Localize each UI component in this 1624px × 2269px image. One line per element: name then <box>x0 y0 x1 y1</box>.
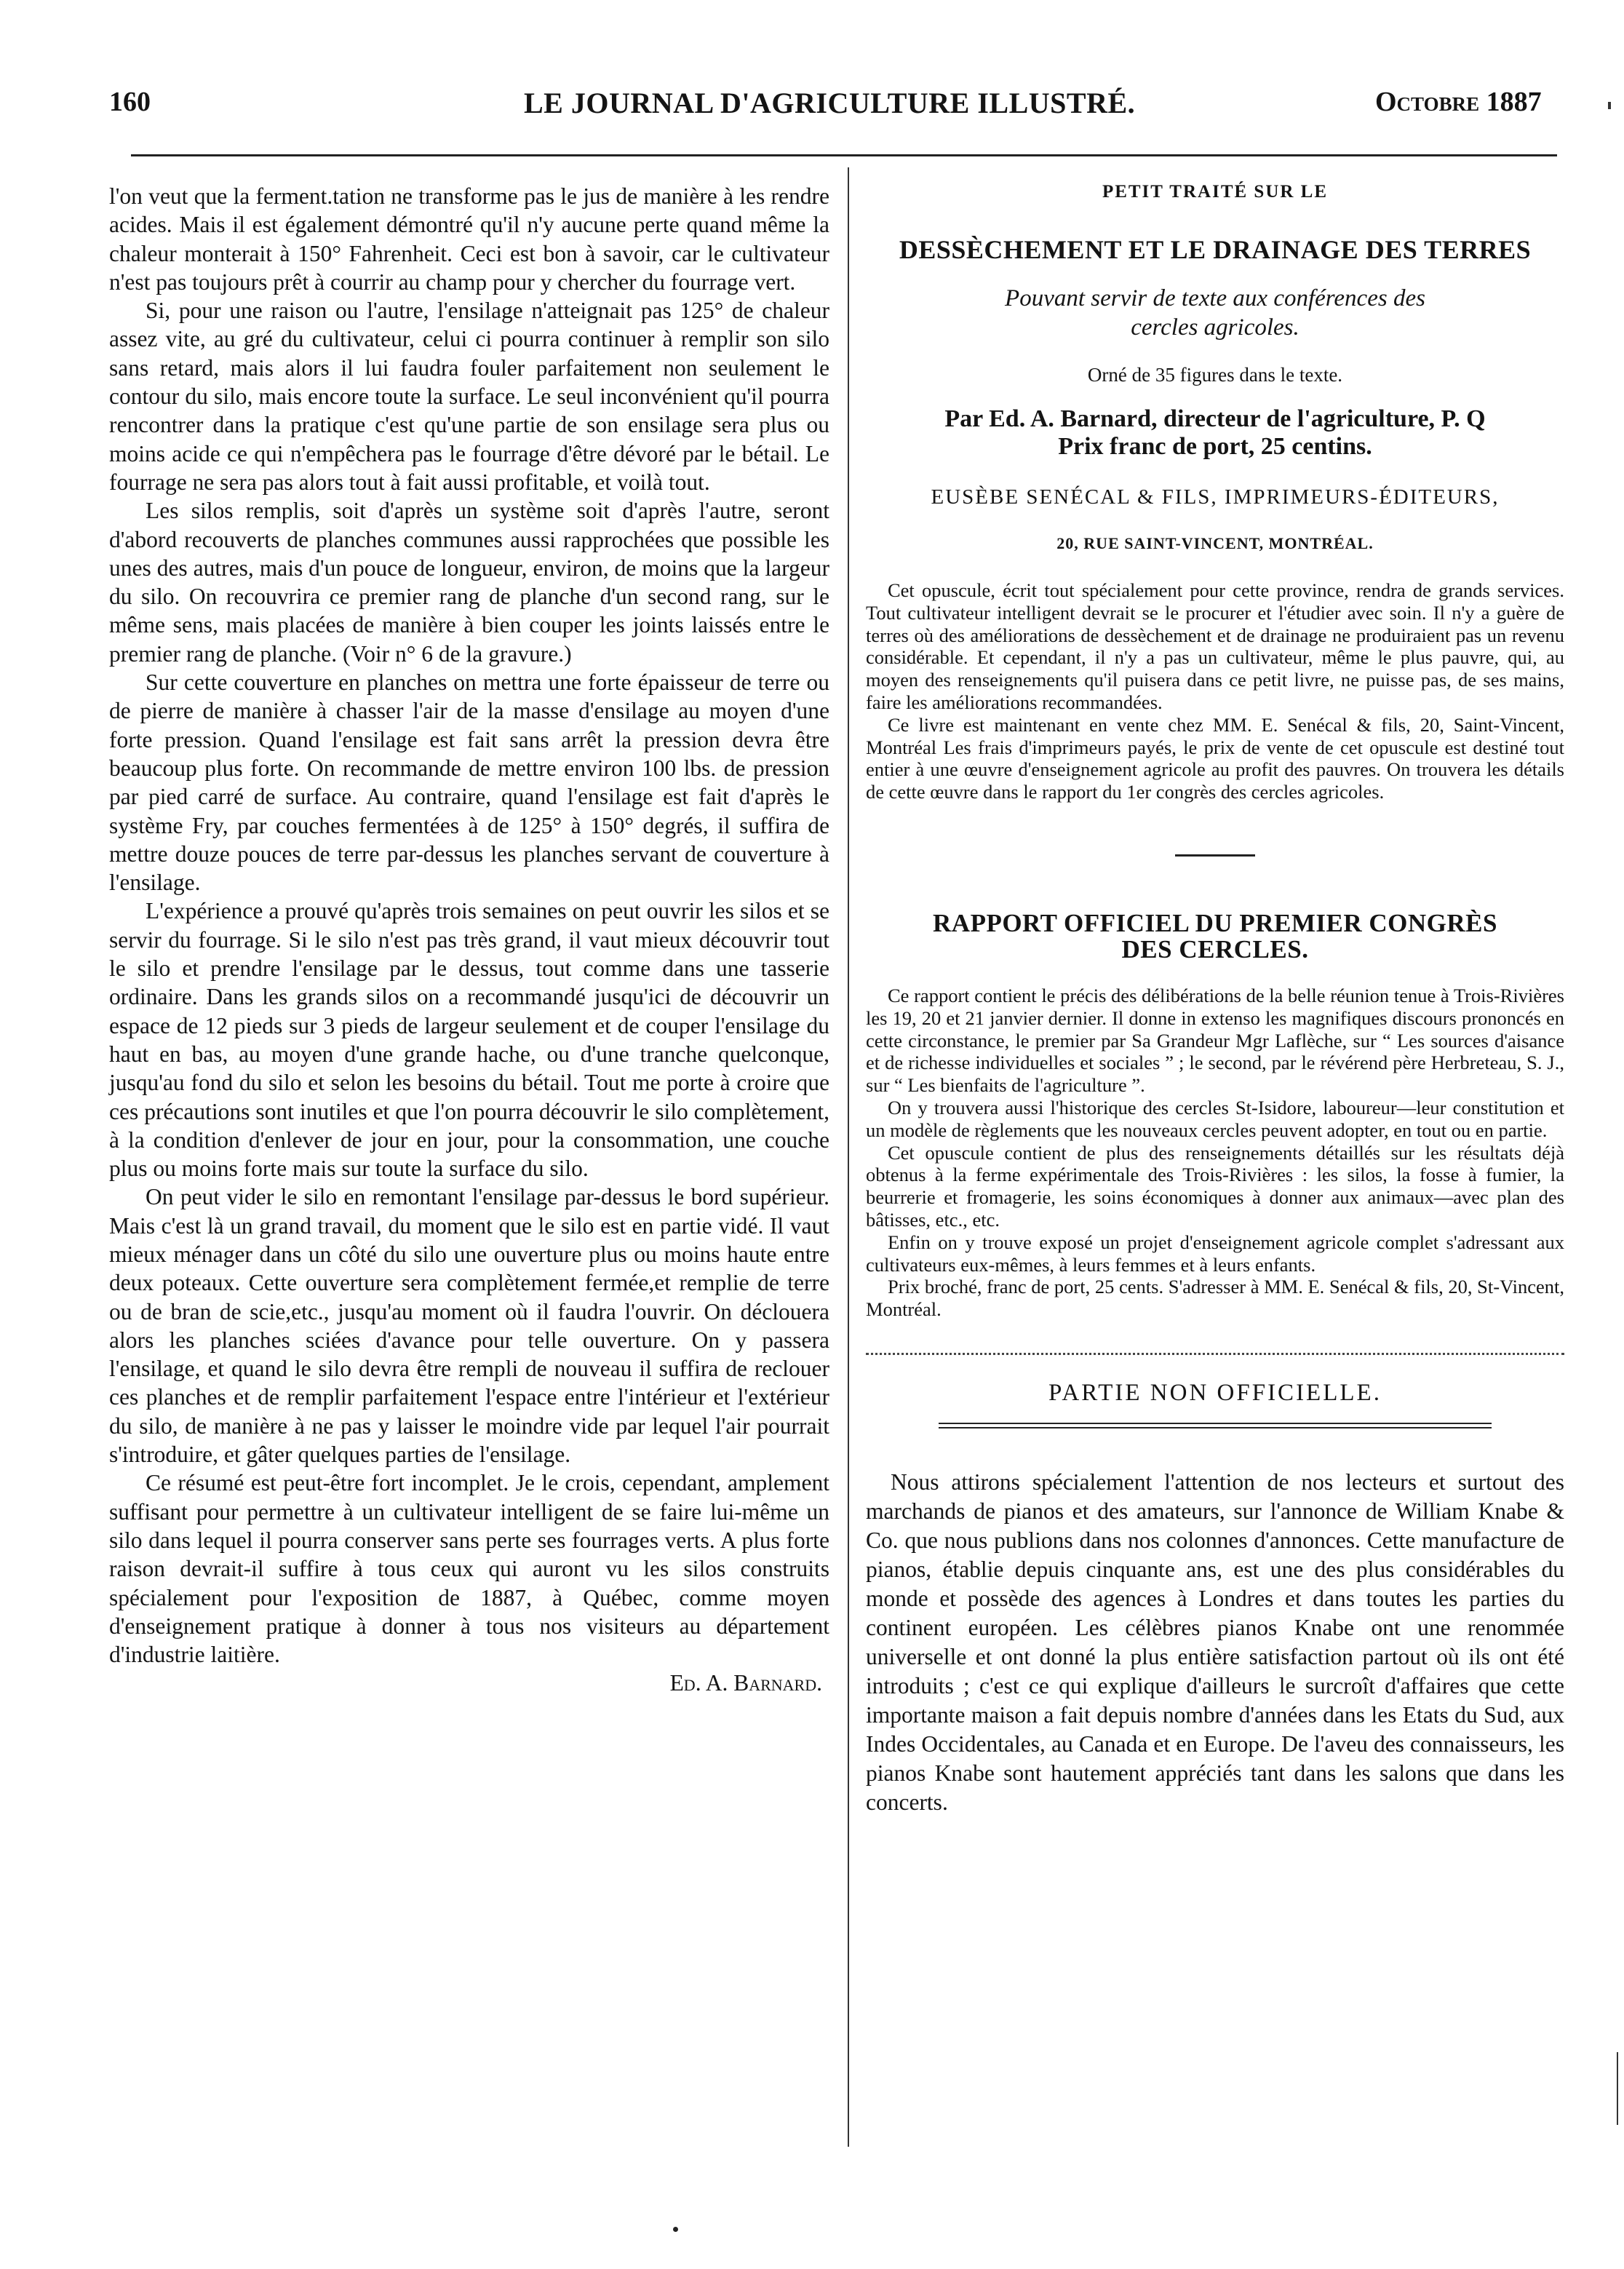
advert-subtitle: Pouvant servir de texte aux conférences des cercles agricoles. <box>1005 285 1425 341</box>
advert-kicker: PETIT TRAITÉ SUR LE <box>1102 182 1329 202</box>
advert-paragraph: Cet opuscule, écrit tout spécialement pour cette province, rendra de grands services. Tout cultivateur intelligent devrait se le procurer et l'étudier avec soin. Il n'y a guère de terres où des améliorations de dessèchement et de drainage ne produiraient pas un revenu considérable. Et cependant, il n'y a pas un cultivateur, même le plus pauvre, qui, au moyen des renseignements qu'il puisera dans ce petit livre, ne puisse pas, de ses mains, faire les améliorations recommandées. <box>866 579 1564 713</box>
section-separator <box>1175 854 1255 857</box>
article-paragraph: On peut vider le silo en remontant l'ensilage par-dessus le bord supérieur. Mais c'est là un grand travail, du moment que le silo est en partie vidé. Il vaut mieux ménager dans un côté du silo une ouverture plus ou moins haute entre deux poteaux. Cette ouverture sera complètement fermée,et remplie de terre ou de bran de scie,etc., jusqu'au moment où il faudra l'ouvrir. On déclouera alors les planches sciées d'avance pour telle ouverture. On y passera l'ensilage, et quand le silo devra être rempli de nouveau il suffira de reclouer ces planches et de remplir parfaitement l'espace entre l'intérieur et l'extérieur du silo, de manière à ne pas y laisser le moindre vide par lequel l'air pourrait s'introduire, et gâter quelques parties de l'ensilage. <box>109 1184 829 1468</box>
report-body <box>866 985 1564 1321</box>
unofficial-title: PARTIE NON OFFICIELLE. <box>1048 1379 1382 1406</box>
dotted-separator <box>866 1353 1564 1355</box>
article-paragraph: Ce résumé est peut-être fort incomplet. Je le crois, cependant, amplement suffisant pour permettre à un cultivateur intelligent de se faire lui-même un silo dans lequel il pourra conserver sans perte ses fourrages verts. A plus forte raison devrait-il suffire à tous ceux qui auront vu les silos construits spécialement pour l'exposition de 1887, à Québec, comme moyen d'enseignement pratique à donner à tous nos visiteurs au département d'industrie laitière. <box>109 1470 829 1668</box>
article-paragraph: L'expérience a prouvé qu'après trois semaines on peut ouvrir les silos et se servir du fourrage. Si le silo n'est pas très grand, il vaut mieux découvrir tout le silo et prendre l'ensilage par le dessus, tout comme dans une tasserie ordinaire. Dans les grands silos on a recommandé jusqu'ici de découvrir un espace de 12 pieds sur 3 pieds de largeur seulement et de couper l'ensilage du haut en bas, au moyen d'une grande hache, ou d'une tranche quelconque, jusqu'au fond du silo et selon les besoins du bétail. Tout me porte à croire que ces précautions sont inutiles et que l'on pourra découvrir le silo complètement, à la condition d'enlever de jour en jour, pour la consommation, une couche plus ou moins forte mais sur toute la surface du silo. <box>109 898 829 1182</box>
report-paragraph: Prix broché, franc de port, 25 cents. S'adresser à MM. E. Senécal & fils, 20, St-Vincent, Montréal. <box>866 1276 1564 1321</box>
report-paragraph: Enfin on y trouve exposé un projet d'enseignement agricole complet s'adressant aux cultivateurs eux-mêmes, à leurs femmes et à leurs enfants. <box>866 1231 1564 1276</box>
report-title-line: DES CERCLES. <box>1121 934 1309 963</box>
report-title <box>866 910 1564 963</box>
page-number: 160 <box>109 87 151 117</box>
advert-publisher: EUSÈBE SENÉCAL & FILS, IMPRIMEURS-ÉDITEURS, <box>931 485 1500 509</box>
double-rule <box>939 1423 1492 1428</box>
report-title-line: RAPPORT OFFICIEL DU PREMIER CONGRÈS <box>933 908 1497 937</box>
issue-date: Octobre 1887 <box>1375 87 1542 117</box>
book-advertisement <box>866 182 1564 803</box>
unofficial-paragraph: Nous attirons spécialement l'attention de nos lecteurs et surtout des marchands de pianos et des amateurs, sur l'annonce de William Knabe & Co. que nous publions dans nos colonnes d'annonces. Cette manufacture de pianos, établie depuis cinquante ans, est une des plus considérables du monde et possède des agences à Londres et dans toutes les parties du continent européen. Les célèbres pianos Knabe ont une renommée universelle et ont donné la plus entière satisfaction partout où ils ont été introduits ; c'est ce qui explique d'ailleurs le surcroît d'affaires que cette importante maison a fait depuis nombre d'années dans les Etats du Sud, aux Indes Occidentales, au Canada et en Europe. De l'aveu des connaisseurs, les pianos Knabe sont hautement appréciés tant dans les salons que dans les concerts. <box>866 1469 1564 1815</box>
article-signature: Ed. A. Barnard. <box>669 1670 822 1696</box>
advert-body <box>866 579 1564 803</box>
report-notice <box>866 910 1564 1321</box>
journal-title: LE JOURNAL D'AGRICULTURE ILLUSTRÉ. <box>524 87 1136 119</box>
right-column <box>866 182 1564 1817</box>
advert-figures-note: Orné de 35 figures dans le texte. <box>1087 364 1343 386</box>
article-paragraph: Si, pour une raison ou l'autre, l'ensilage n'atteignait pas 125° de chaleur assez vite, au gré du cultivateur, celui ci pourra continuer à remplir son silo sans retard, mais alors il lui faudra fouler parfaitement non seulement le contour du silo, mais encore toute la surface. Le seul inconvénient qu'il pourra rencontrer dans la pratique c'est qu'une partie de son ensilage sera plus ou moins acide ce qui n'empêchera pas le fourrage d'être dévoré par le bétail. Le fourrage ne sera pas alors tout à fait aussi profitable, et voilà tout. <box>109 298 829 495</box>
advert-address: 20, RUE SAINT-VINCENT, MONTRÉAL. <box>1056 534 1374 552</box>
article-paragraph: Sur cette couverture en planches on mettra une forte épaisseur de terre ou de pierre de manière à chasser l'air de la masse d'ensilage au moyen d'une forte pression. Quand l'ensilage est fait sans arrêt la pression devra être beaucoup plus forte. On recommande de mettre environ 100 lbs. de pression par pied carré de surface. Au contraire, quand l'ensilage est fait d'après le système Fry, par couches fermentées à de 125° à 150° degrés, il suffira de mettre douze pouces de terre par-dessus les planches servant de couverture à l'ensilage. <box>109 669 829 896</box>
advert-author: Par Ed. A. Barnard, directeur de l'agriculture, P. Q <box>944 405 1486 432</box>
advert-price: Prix franc de port, 25 centins. <box>1058 433 1372 460</box>
header-rule <box>131 154 1557 156</box>
column-divider <box>848 167 849 2147</box>
unofficial-section <box>866 1380 1564 1817</box>
margin-line <box>1617 2052 1618 2125</box>
report-paragraph: On y trouvera aussi l'historique des cercles St-Isidore, laboureur—leur constitution et un modèle de règlements que les nouveaux cercles peuvent adopter, en tout ou en partie. <box>866 1096 1564 1141</box>
advert-author-block <box>866 405 1564 461</box>
article-paragraph: Les silos remplis, soit d'après un système soit d'après l'autre, seront d'abord recouverts de planches communes aussi rapprochées que possible les unes des autres, mais d'un pouce de longueur, environ, de moins que la largeur du silo. On recouvrira ce premier rang de planche d'un second rang, sur le même sens, mais placées de manière à bien couper les joints laissés entre le premier rang de planche. (Voir n° 6 de la gravure.) <box>109 498 829 667</box>
report-paragraph: Cet opuscule contient de plus des renseignements détaillés sur les résultats déjà obtenus à la ferme expérimentale des Trois-Rivières : les silos, la fosse à fumier, la beurrerie et fromagerie, les soins économiques à donner aux animaux—avec plan des bâtisses, etc., etc. <box>866 1141 1564 1231</box>
advert-headline: DESSÈCHEMENT ET LE DRAINAGE DES TERRES <box>899 235 1532 264</box>
margin-mark <box>1608 102 1611 109</box>
left-column-article <box>109 182 829 1698</box>
report-paragraph: Ce rapport contient le précis des délibérations de la belle réunion tenue à Trois-Rivières les 19, 20 et 21 janvier dernier. Il donne in extenso les magnifiques discours prononcés en cette circonstance, le premier par Sa Grandeur Mgr Laflèche, sur “ Les sources d'aisance et de richesse individuelles et sociales ” ; le second, par le révérend père Herbreteau, S. J., sur “ Les bienfaits de l'agriculture ”. <box>866 984 1564 1097</box>
advert-paragraph: Ce livre est maintenant en vente chez MM. E. Senécal & fils, 20, Saint-Vincent, Montréal Les frais d'imprimeurs payés, le prix de vente de cet opuscule est destiné tout entier à une œuvre d'enseignement agricole au profit des pauvres. On trouvera les détails de cette œuvre dans le rapport du 1er congrès des cercles agricoles. <box>866 713 1564 803</box>
print-speck <box>673 2227 678 2232</box>
article-paragraph: l'on veut que la ferment.tation ne transforme pas le jus de manière à les rendre acides. Mais il est également démontré qu'il n'y aucune perte quand même la chaleur monterait à 150° Fahrenheit. Ceci est bon à savoir, car le cultivateur n'est pas toujours prêt à courrir au champ pour y chercher du fourrage vert. <box>109 183 829 295</box>
